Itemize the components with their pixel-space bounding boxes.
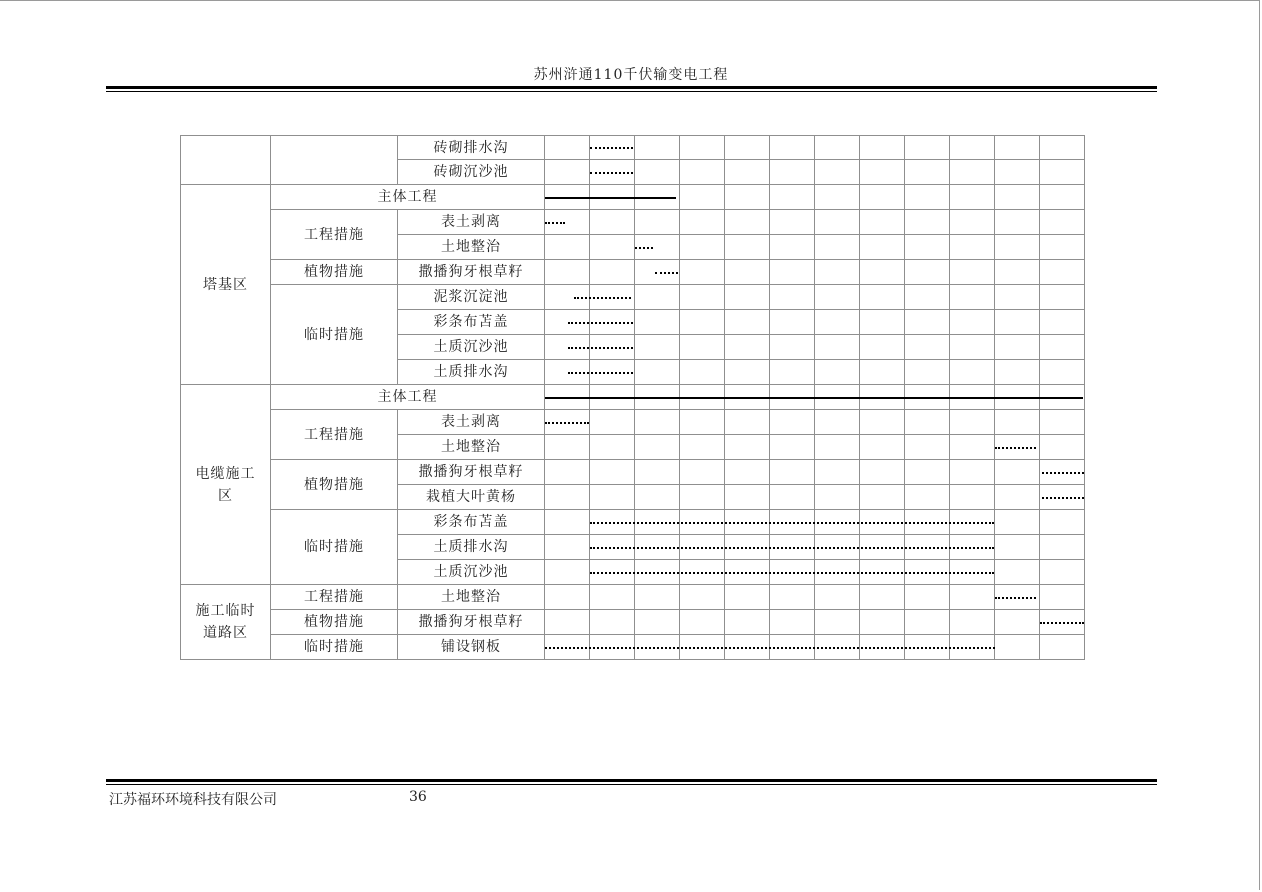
- timeline-cell: [545, 585, 590, 610]
- timeline-cell: [950, 135, 995, 160]
- timeline-cell: [590, 210, 635, 235]
- timeline-cell: [635, 160, 680, 185]
- timeline-cell: [680, 235, 725, 260]
- timeline-cell: [680, 485, 725, 510]
- timeline-cell: [815, 185, 860, 210]
- timeline-cell: [680, 360, 725, 385]
- schedule-bar-dotted: [568, 322, 633, 324]
- timeline-cell: [860, 360, 905, 385]
- item-cell: 土质排水沟: [398, 535, 545, 560]
- timeline-cell: [905, 610, 950, 635]
- timeline-cell: [995, 410, 1040, 435]
- area-cell: 施工临时道路区: [180, 585, 271, 660]
- item-cell: 土地整治: [398, 435, 545, 460]
- timeline-cell: [725, 160, 770, 185]
- timeline-cell: [725, 335, 770, 360]
- item-cell-main-project: 主体工程: [271, 385, 545, 410]
- timeline-cell: [815, 210, 860, 235]
- timeline-cell: [680, 310, 725, 335]
- timeline-cell: [995, 510, 1040, 535]
- timeline-cell: [1040, 210, 1085, 235]
- measure-cell: 临时措施: [271, 285, 398, 385]
- timeline-cell: [860, 435, 905, 460]
- timeline-cell: [590, 460, 635, 485]
- measure-cell: 临时措施: [271, 635, 398, 660]
- item-cell: 撒播狗牙根草籽: [398, 460, 545, 485]
- measure-cell: 工程措施: [271, 585, 398, 610]
- timeline-cell: [635, 360, 680, 385]
- timeline-cell: [860, 260, 905, 285]
- timeline-cell: [815, 585, 860, 610]
- timeline-cell: [680, 460, 725, 485]
- timeline-cell: [995, 360, 1040, 385]
- timeline-cell: [950, 585, 995, 610]
- timeline-cell: [590, 435, 635, 460]
- timeline-cell: [995, 635, 1040, 660]
- schedule-bar-dotted: [545, 222, 565, 224]
- timeline-cell: [1040, 585, 1085, 610]
- timeline-cell: [905, 260, 950, 285]
- timeline-cell: [545, 535, 590, 560]
- timeline-cell: [905, 485, 950, 510]
- schedule-bar-dotted: [590, 522, 994, 524]
- item-cell: 表土剥离: [398, 410, 545, 435]
- timeline-cell: [860, 135, 905, 160]
- schedule-bar-dotted: [545, 647, 995, 649]
- timeline-cell: [635, 460, 680, 485]
- schedule-bar-dotted: [995, 447, 1036, 449]
- timeline-cell: [905, 410, 950, 435]
- timeline-cell: [635, 285, 680, 310]
- timeline-cell: [770, 610, 815, 635]
- timeline-cell: [770, 135, 815, 160]
- schedule-table: [180, 135, 1083, 658]
- timeline-cell: [725, 610, 770, 635]
- item-cell: 铺设钢板: [398, 635, 545, 660]
- header-rule-thin: [106, 91, 1157, 92]
- measure-cell: 植物措施: [271, 460, 398, 510]
- schedule-bar-dotted: [1042, 497, 1083, 499]
- item-cell: 土地整治: [398, 235, 545, 260]
- timeline-cell: [770, 460, 815, 485]
- timeline-cell: [905, 285, 950, 310]
- timeline-cell: [635, 210, 680, 235]
- schedule-bar-solid: [545, 197, 676, 199]
- measure-cell: 工程措施: [271, 210, 398, 260]
- timeline-cell: [815, 160, 860, 185]
- timeline-cell: [1040, 310, 1085, 335]
- timeline-cell: [860, 235, 905, 260]
- timeline-cell: [545, 435, 590, 460]
- area-cell: 塔基区: [180, 185, 271, 385]
- timeline-cell: [950, 160, 995, 185]
- timeline-cell: [860, 610, 905, 635]
- timeline-cell: [1040, 135, 1085, 160]
- timeline-cell: [590, 235, 635, 260]
- timeline-cell: [950, 610, 995, 635]
- timeline-cell: [1040, 410, 1085, 435]
- timeline-cell: [950, 235, 995, 260]
- timeline-cell: [725, 185, 770, 210]
- timeline-cell: [1040, 360, 1085, 385]
- item-cell: 砖砌沉沙池: [398, 160, 545, 185]
- timeline-cell: [770, 410, 815, 435]
- timeline-cell: [770, 260, 815, 285]
- schedule-bar-dotted: [590, 547, 994, 549]
- item-cell: 土质沉沙池: [398, 335, 545, 360]
- schedule-bar-dotted: [590, 147, 633, 149]
- timeline-cell: [815, 235, 860, 260]
- timeline-cell: [815, 335, 860, 360]
- schedule-bar-dotted: [574, 297, 630, 299]
- area-cell: [180, 135, 271, 185]
- timeline-cell: [680, 210, 725, 235]
- timeline-cell: [1040, 510, 1085, 535]
- timeline-cell: [770, 235, 815, 260]
- timeline-cell: [770, 185, 815, 210]
- timeline-cell: [905, 235, 950, 260]
- schedule-bar-dotted: [568, 347, 633, 349]
- timeline-cell: [905, 360, 950, 385]
- timeline-cell: [995, 460, 1040, 485]
- timeline-cell: [770, 360, 815, 385]
- timeline-cell: [770, 435, 815, 460]
- timeline-cell: [995, 160, 1040, 185]
- timeline-cell: [770, 485, 815, 510]
- timeline-cell: [905, 460, 950, 485]
- timeline-cell: [545, 485, 590, 510]
- timeline-cell: [725, 410, 770, 435]
- timeline-cell: [995, 135, 1040, 160]
- schedule-bar-dotted: [1040, 622, 1084, 624]
- timeline-cell: [590, 260, 635, 285]
- timeline-cell: [905, 310, 950, 335]
- timeline-cell: [860, 285, 905, 310]
- timeline-cell: [725, 435, 770, 460]
- timeline-cell: [545, 260, 590, 285]
- schedule-bar-dotted: [1042, 472, 1083, 474]
- timeline-cell: [860, 585, 905, 610]
- item-cell: 彩条布苫盖: [398, 510, 545, 535]
- timeline-cell: [995, 310, 1040, 335]
- timeline-cell: [545, 160, 590, 185]
- schedule-bar-dotted: [590, 172, 633, 174]
- footer-page-number: 36: [409, 789, 427, 805]
- footer-rule-thin: [106, 784, 1157, 785]
- timeline-cell: [680, 160, 725, 185]
- timeline-cell: [995, 335, 1040, 360]
- timeline-cell: [950, 460, 995, 485]
- timeline-cell: [950, 485, 995, 510]
- timeline-cell: [680, 585, 725, 610]
- timeline-cell: [995, 185, 1040, 210]
- timeline-cell: [770, 210, 815, 235]
- schedule-bar-solid: [545, 397, 1083, 399]
- timeline-cell: [995, 235, 1040, 260]
- timeline-cell: [905, 210, 950, 235]
- timeline-cell: [860, 185, 905, 210]
- timeline-cell: [770, 585, 815, 610]
- timeline-cell: [680, 260, 725, 285]
- timeline-cell: [1040, 285, 1085, 310]
- timeline-cell: [995, 535, 1040, 560]
- timeline-cell: [950, 410, 995, 435]
- timeline-cell: [725, 135, 770, 160]
- timeline-cell: [905, 335, 950, 360]
- footer-rule-thick: [106, 779, 1157, 782]
- item-cell-main-project: 主体工程: [271, 185, 545, 210]
- timeline-cell: [905, 185, 950, 210]
- timeline-cell: [815, 285, 860, 310]
- schedule-bar-dotted: [995, 597, 1036, 599]
- timeline-cell: [1040, 260, 1085, 285]
- timeline-cell: [635, 310, 680, 335]
- schedule-bar-dotted: [635, 247, 653, 249]
- measure-cell: 植物措施: [271, 610, 398, 635]
- timeline-cell: [770, 285, 815, 310]
- timeline-cell: [860, 335, 905, 360]
- timeline-cell: [680, 135, 725, 160]
- timeline-cell: [680, 435, 725, 460]
- timeline-cell: [770, 160, 815, 185]
- area-cell: 电缆施工区: [180, 385, 271, 585]
- timeline-cell: [680, 185, 725, 210]
- timeline-cell: [815, 460, 860, 485]
- page-header-title: 苏州浒通110千伏输变电工程: [533, 67, 729, 83]
- timeline-cell: [995, 210, 1040, 235]
- timeline-cell: [950, 260, 995, 285]
- timeline-cell: [725, 285, 770, 310]
- timeline-cell: [1040, 160, 1085, 185]
- timeline-cell: [680, 410, 725, 435]
- timeline-cell: [545, 610, 590, 635]
- timeline-cell: [995, 560, 1040, 585]
- timeline-cell: [1040, 535, 1085, 560]
- timeline-cell: [770, 335, 815, 360]
- timeline-cell: [950, 285, 995, 310]
- timeline-cell: [860, 410, 905, 435]
- timeline-cell: [725, 310, 770, 335]
- timeline-cell: [950, 360, 995, 385]
- item-cell: 表土剥离: [398, 210, 545, 235]
- timeline-cell: [545, 560, 590, 585]
- timeline-cell: [815, 135, 860, 160]
- timeline-cell: [545, 460, 590, 485]
- timeline-cell: [950, 435, 995, 460]
- item-cell: 撒播狗牙根草籽: [398, 610, 545, 635]
- timeline-cell: [860, 210, 905, 235]
- timeline-cell: [590, 410, 635, 435]
- timeline-cell: [1040, 560, 1085, 585]
- timeline-cell: [860, 485, 905, 510]
- timeline-cell: [590, 585, 635, 610]
- timeline-cell: [635, 610, 680, 635]
- timeline-cell: [635, 585, 680, 610]
- measure-cell: 植物措施: [271, 260, 398, 285]
- timeline-cell: [950, 210, 995, 235]
- timeline-cell: [725, 260, 770, 285]
- schedule-bar-dotted: [655, 272, 678, 274]
- timeline-cell: [635, 335, 680, 360]
- timeline-cell: [905, 435, 950, 460]
- timeline-cell: [815, 360, 860, 385]
- timeline-cell: [725, 460, 770, 485]
- timeline-cell: [1040, 185, 1085, 210]
- timeline-cell: [815, 260, 860, 285]
- timeline-cell: [1040, 335, 1085, 360]
- timeline-cell: [725, 235, 770, 260]
- header-rule-thick: [106, 86, 1157, 89]
- timeline-cell: [590, 610, 635, 635]
- timeline-cell: [590, 485, 635, 510]
- timeline-cell: [725, 585, 770, 610]
- timeline-cell: [815, 435, 860, 460]
- measure-cell: 工程措施: [271, 410, 398, 460]
- timeline-cell: [815, 410, 860, 435]
- timeline-cell: [680, 335, 725, 360]
- timeline-cell: [545, 510, 590, 535]
- timeline-cell: [680, 610, 725, 635]
- item-cell: 栽植大叶黄杨: [398, 485, 545, 510]
- measure-cell: [271, 135, 398, 185]
- timeline-cell: [905, 585, 950, 610]
- timeline-cell: [815, 610, 860, 635]
- timeline-cell: [995, 260, 1040, 285]
- timeline-cell: [950, 335, 995, 360]
- item-cell: 土质沉沙池: [398, 560, 545, 585]
- timeline-cell: [545, 235, 590, 260]
- schedule-bar-dotted: [568, 372, 633, 374]
- timeline-cell: [725, 210, 770, 235]
- schedule-bar-dotted: [545, 422, 589, 424]
- timeline-cell: [725, 485, 770, 510]
- timeline-cell: [860, 160, 905, 185]
- timeline-cell: [950, 185, 995, 210]
- timeline-cell: [1040, 435, 1085, 460]
- timeline-cell: [1040, 635, 1085, 660]
- timeline-cell: [950, 310, 995, 335]
- measure-cell: 临时措施: [271, 510, 398, 585]
- item-cell: 泥浆沉淀池: [398, 285, 545, 310]
- timeline-cell: [635, 135, 680, 160]
- item-cell: 土地整治: [398, 585, 545, 610]
- timeline-cell: [635, 410, 680, 435]
- timeline-cell: [905, 135, 950, 160]
- item-cell: 砖砌排水沟: [398, 135, 545, 160]
- item-cell: 撒播狗牙根草籽: [398, 260, 545, 285]
- timeline-cell: [995, 485, 1040, 510]
- timeline-cell: [680, 285, 725, 310]
- timeline-cell: [995, 285, 1040, 310]
- schedule-bar-dotted: [590, 572, 994, 574]
- timeline-cell: [905, 160, 950, 185]
- timeline-cell: [995, 610, 1040, 635]
- timeline-cell: [725, 360, 770, 385]
- timeline-cell: [860, 460, 905, 485]
- timeline-cell: [545, 135, 590, 160]
- timeline-cell: [635, 435, 680, 460]
- timeline-cell: [770, 310, 815, 335]
- item-cell: 土质排水沟: [398, 360, 545, 385]
- footer-company: 江苏福环环境科技有限公司: [109, 792, 277, 808]
- timeline-cell: [635, 485, 680, 510]
- timeline-cell: [815, 310, 860, 335]
- item-cell: 彩条布苫盖: [398, 310, 545, 335]
- timeline-cell: [860, 310, 905, 335]
- timeline-cell: [815, 485, 860, 510]
- timeline-cell: [1040, 235, 1085, 260]
